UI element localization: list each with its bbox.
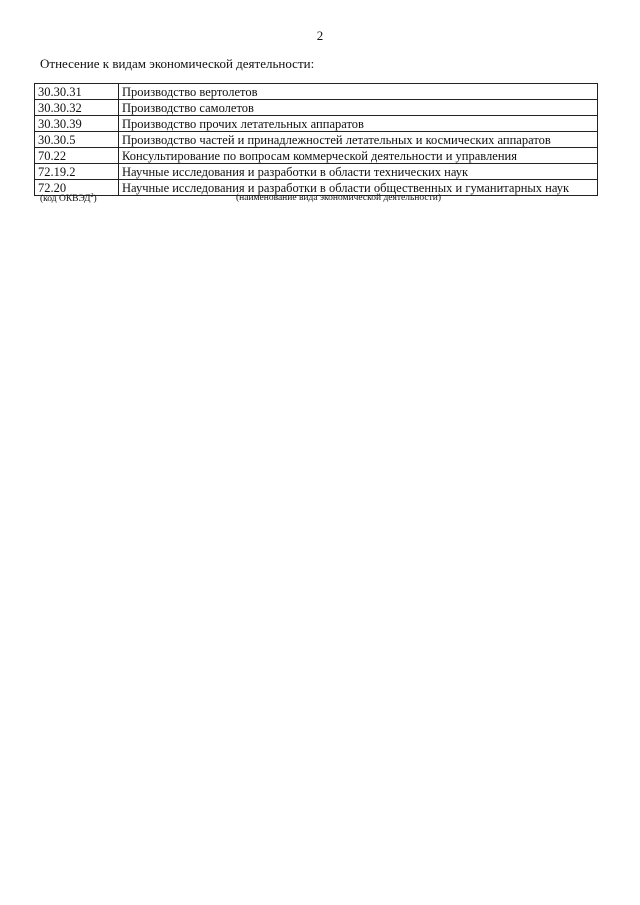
activity-name: Консультирование по вопросам коммерческой деятельности и управления: [119, 148, 598, 164]
activity-name: Производство прочих летательных аппаратов: [119, 116, 598, 132]
activity-name: Производство частей и принадлежностей летательных и космических аппаратов: [119, 132, 598, 148]
okved-code: 72.19.2: [35, 164, 119, 180]
table-row: [35, 116, 598, 132]
code-caption-close: ): [93, 194, 97, 205]
okved-code: 30.30.39: [35, 116, 119, 132]
section-heading: Отнесение к видам экономической деятельности:: [40, 56, 315, 71]
table-row: [35, 100, 598, 116]
okved-code: 70.22: [35, 148, 119, 164]
table-row: [35, 164, 598, 180]
table-row: [35, 132, 598, 148]
page-number: 2: [316, 28, 324, 43]
okved-table: [34, 83, 598, 196]
activity-name: Производство самолетов: [119, 100, 598, 116]
activity-name: Научные исследования и разработки в области общественных и гуманитарных наук: [119, 180, 598, 196]
okved-code: 30.30.32: [35, 100, 119, 116]
table-row: [35, 148, 598, 164]
code-caption-label: (код ОКВЭД: [40, 194, 91, 205]
okved-code: 72.20: [35, 180, 119, 196]
table-row: [35, 84, 598, 100]
footnote-marker: 2: [90, 193, 94, 199]
name-column-caption: (наименование вида экономической деятельности): [236, 193, 441, 203]
activity-name: Научные исследования и разработки в области технических наук: [119, 164, 598, 180]
activity-name: Производство вертолетов: [119, 84, 598, 100]
code-column-caption: [40, 193, 97, 204]
okved-code: 30.30.31: [35, 84, 119, 100]
okved-code: 30.30.5: [35, 132, 119, 148]
